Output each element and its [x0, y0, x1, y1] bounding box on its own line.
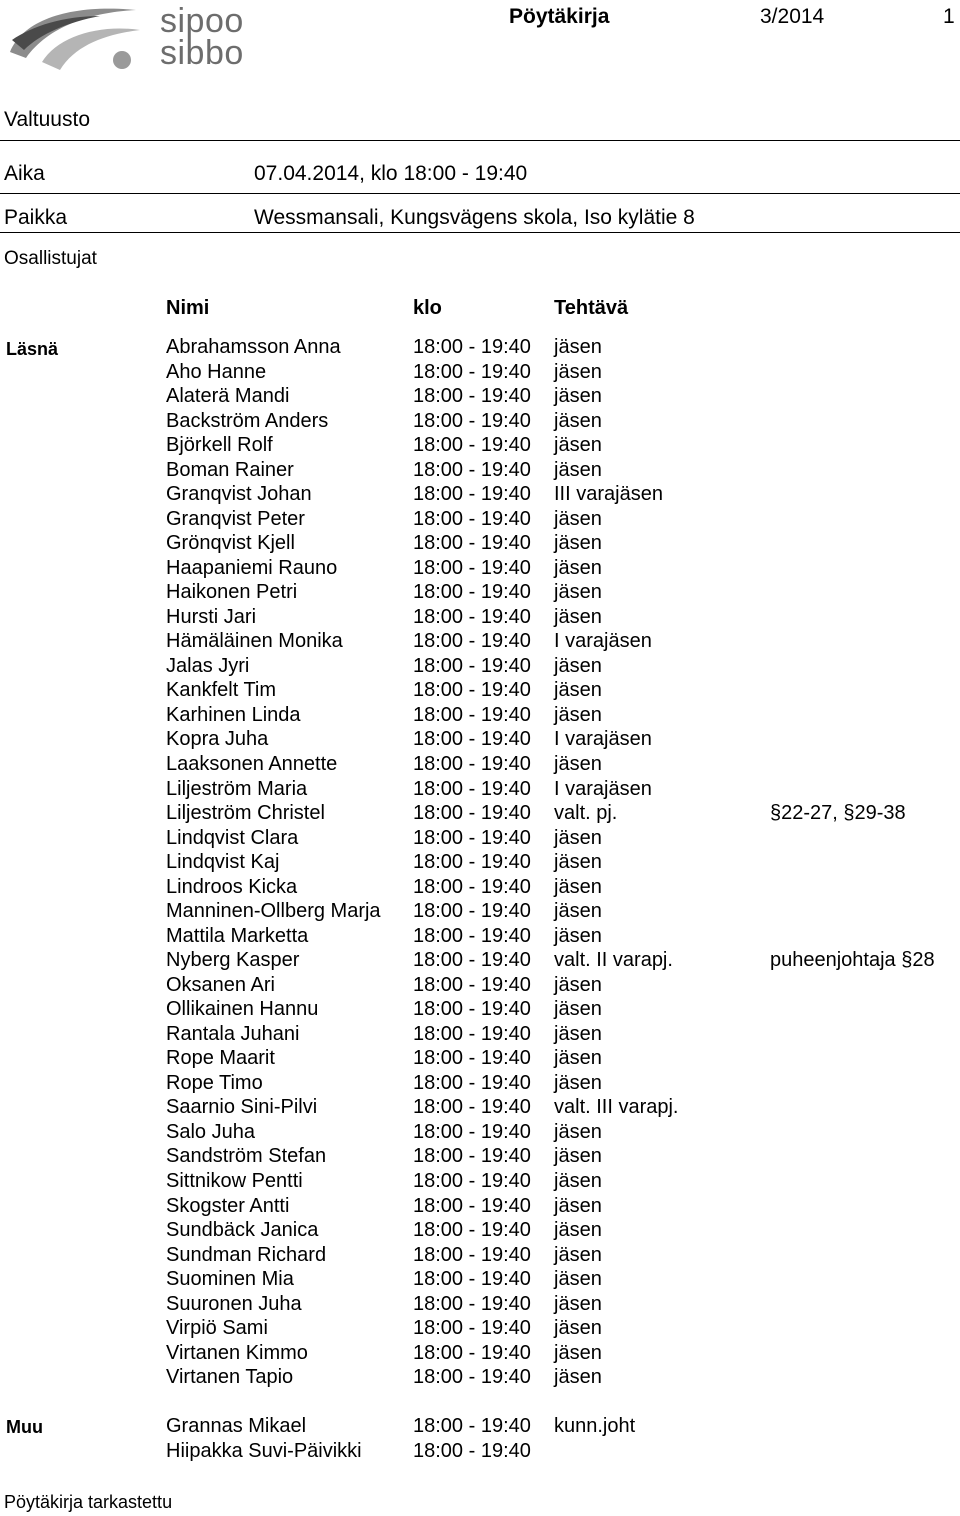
- aika-label: Aika: [4, 162, 45, 185]
- participant-row: [0, 948, 960, 972]
- participant-row: [0, 801, 960, 825]
- participant-row: [0, 924, 960, 948]
- participant-name: Virtanen Kimmo: [166, 1341, 308, 1364]
- participant-row: [0, 1120, 960, 1144]
- participant-row: [0, 1095, 960, 1119]
- aika-value: 07.04.2014, klo 18:00 - 19:40: [254, 162, 528, 185]
- participant-name: Ollikainen Hannu: [166, 998, 319, 1021]
- participant-name: Jalas Jyri: [166, 654, 250, 677]
- participant-time: 18:00 - 19:40: [413, 1170, 531, 1193]
- participant-time: 18:00 - 19:40: [413, 434, 531, 457]
- participant-row: [0, 1414, 960, 1438]
- participant-role: jäsen: [554, 753, 602, 775]
- participant-time: 18:00 - 19:40: [413, 1071, 531, 1094]
- participant-row: [0, 1365, 960, 1389]
- participant-role: I varajäsen: [554, 777, 652, 800]
- participant-name: Björkell Rolf: [166, 434, 273, 457]
- participant-row: [0, 875, 960, 899]
- participant-name: Liljeström Christel: [166, 802, 325, 825]
- participant-name: Laaksonen Annette: [166, 753, 338, 775]
- participant-name: Skogster Antti: [166, 1194, 290, 1217]
- participant-time: 18:00 - 19:40: [413, 360, 531, 383]
- column-header-role: Tehtävä: [554, 297, 629, 319]
- participant-name: Abrahamsson Anna: [166, 336, 341, 358]
- participant-role: jäsen: [554, 1243, 602, 1266]
- participant-row: [0, 1316, 960, 1340]
- participant-row: [0, 629, 960, 653]
- participant-time: 18:00 - 19:40: [413, 1268, 531, 1291]
- participant-role: jäsen: [554, 385, 602, 408]
- participant-role: jäsen: [554, 581, 602, 604]
- participant-row: [0, 605, 960, 629]
- participant-row: [0, 1341, 960, 1365]
- participant-role: jäsen: [554, 507, 602, 530]
- participant-name: Backström Anders: [166, 409, 329, 432]
- divider: [0, 232, 960, 233]
- participant-time: 18:00 - 19:40: [413, 728, 531, 751]
- participant-row: [0, 360, 960, 384]
- participant-time: 18:00 - 19:40: [413, 483, 531, 506]
- participant-row: [0, 727, 960, 751]
- participant-row: [0, 1267, 960, 1291]
- participant-time: 18:00 - 19:40: [413, 826, 531, 849]
- participant-time: 18:00 - 19:40: [413, 556, 531, 579]
- participant-time: 18:00 - 19:40: [413, 336, 531, 358]
- document-number: 3/2014: [760, 5, 825, 28]
- participant-name: Granqvist Peter: [166, 507, 305, 530]
- participant-time: 18:00 - 19:40: [413, 1439, 531, 1462]
- participant-name: Haikonen Petri: [166, 581, 298, 604]
- participant-name: Liljeström Maria: [166, 777, 308, 800]
- participant-name: Alaterä Mandi: [166, 385, 290, 408]
- participant-time: 18:00 - 19:40: [413, 1194, 531, 1217]
- participant-row: [0, 335, 960, 359]
- participant-role: jäsen: [554, 1341, 602, 1364]
- participant-role: I varajäsen: [554, 728, 652, 751]
- participant-name: Hiipakka Suvi-Päivikki: [166, 1439, 362, 1462]
- participant-time: 18:00 - 19:40: [413, 1292, 531, 1315]
- participant-row: [0, 678, 960, 702]
- participant-row: [0, 899, 960, 923]
- participant-role: jäsen: [554, 1219, 602, 1242]
- participant-name: Sittnikow Pentti: [166, 1170, 303, 1193]
- participant-role: III varajäsen: [554, 483, 663, 506]
- participant-name: Granqvist Johan: [166, 483, 312, 506]
- participant-row: [0, 1439, 960, 1463]
- participant-role: jäsen: [554, 679, 602, 702]
- logo-swoosh-icon: [4, 0, 144, 76]
- participant-name: Kopra Juha: [166, 728, 269, 751]
- participant-name: Grönqvist Kjell: [166, 532, 295, 555]
- participant-time: 18:00 - 19:40: [413, 924, 531, 947]
- participant-role: jäsen: [554, 1366, 602, 1389]
- participant-name: Hämäläinen Monika: [166, 630, 343, 653]
- participant-role: jäsen: [554, 336, 602, 358]
- participant-time: 18:00 - 19:40: [413, 875, 531, 898]
- participant-row: [0, 556, 960, 580]
- participant-time: 18:00 - 19:40: [413, 581, 531, 604]
- participant-time: 18:00 - 19:40: [413, 409, 531, 432]
- participant-row: [0, 507, 960, 531]
- participant-row: [0, 409, 960, 433]
- participant-time: 18:00 - 19:40: [413, 605, 531, 628]
- participant-role: jäsen: [554, 409, 602, 432]
- participant-role: jäsen: [554, 1194, 602, 1217]
- osallistujat-label: Osallistujat: [4, 248, 97, 269]
- participant-role: jäsen: [554, 654, 602, 677]
- participant-row: [0, 777, 960, 801]
- participant-name: Salo Juha: [166, 1120, 255, 1143]
- participant-role: jäsen: [554, 703, 602, 726]
- participant-name: Lindqvist Kaj: [166, 851, 280, 874]
- participant-note: §22-27, §29-38: [770, 802, 906, 825]
- participant-name: Aho Hanne: [166, 360, 267, 383]
- participant-role: kunn.joht: [554, 1415, 636, 1437]
- participant-role: jäsen: [554, 998, 602, 1021]
- participant-role: jäsen: [554, 1268, 602, 1291]
- participant-name: Oksanen Ari: [166, 973, 275, 996]
- participant-name: Sundman Richard: [166, 1243, 327, 1266]
- participant-time: 18:00 - 19:40: [413, 802, 531, 825]
- participant-time: 18:00 - 19:40: [413, 1096, 531, 1119]
- participant-time: 18:00 - 19:40: [413, 998, 531, 1021]
- participant-role: jäsen: [554, 851, 602, 874]
- participant-name: Sundbäck Janica: [166, 1219, 319, 1242]
- participant-name: Nyberg Kasper: [166, 949, 300, 972]
- participant-name: Lindroos Kicka: [166, 875, 298, 898]
- participant-role: valt. pj.: [554, 802, 618, 825]
- participant-role: jäsen: [554, 875, 602, 898]
- participant-note: puheenjohtaja §28: [770, 949, 935, 972]
- participant-row: [0, 1046, 960, 1070]
- participant-role: jäsen: [554, 434, 602, 457]
- participant-time: 18:00 - 19:40: [413, 949, 531, 972]
- participant-time: 18:00 - 19:40: [413, 1219, 531, 1242]
- participant-role: jäsen: [554, 973, 602, 996]
- participant-role: jäsen: [554, 1145, 602, 1168]
- participant-row: [0, 703, 960, 727]
- participant-row: [0, 826, 960, 850]
- participant-role: jäsen: [554, 1071, 602, 1094]
- logo-text-sibbo: sibbo: [160, 34, 244, 72]
- participant-time: 18:00 - 19:40: [413, 1415, 531, 1437]
- participant-name: Hursti Jari: [166, 605, 257, 628]
- participant-row: [0, 433, 960, 457]
- participant-row: [0, 1169, 960, 1193]
- column-header-time: klo: [413, 297, 442, 319]
- participant-role: valt. II varapj.: [554, 949, 673, 972]
- participant-time: 18:00 - 19:40: [413, 679, 531, 702]
- participant-time: 18:00 - 19:40: [413, 753, 531, 775]
- participant-row: [0, 482, 960, 506]
- participant-row: [0, 850, 960, 874]
- participant-role: valt. III varapj.: [554, 1096, 679, 1119]
- present-section-label: Läsnä: [6, 339, 59, 359]
- participant-row: [0, 1071, 960, 1095]
- participant-row: [0, 1292, 960, 1316]
- participant-role: jäsen: [554, 826, 602, 849]
- participant-name: Grannas Mikael: [166, 1415, 307, 1437]
- participant-row: [0, 752, 960, 776]
- participant-name: Kankfelt Tim: [166, 679, 277, 702]
- participant-time: 18:00 - 19:40: [413, 458, 531, 481]
- participant-role: jäsen: [554, 458, 602, 481]
- participant-name: Haapaniemi Rauno: [166, 556, 338, 579]
- participant-time: 18:00 - 19:40: [413, 1022, 531, 1045]
- participant-name: Manninen-Ollberg Marja: [166, 900, 381, 923]
- participant-time: 18:00 - 19:40: [413, 851, 531, 874]
- participant-time: 18:00 - 19:40: [413, 385, 531, 408]
- page-number: 1: [943, 5, 955, 28]
- paikka-value: Wessmansali, Kungsvägens skola, Iso kylätie 8: [254, 206, 695, 229]
- logo-text-sipoo: sipoo: [160, 2, 244, 40]
- participant-row: [0, 384, 960, 408]
- participant-time: 18:00 - 19:40: [413, 1120, 531, 1143]
- participant-time: 18:00 - 19:40: [413, 1366, 531, 1389]
- participant-role: jäsen: [554, 1170, 602, 1193]
- participant-name: Lindqvist Clara: [166, 826, 299, 849]
- divider: [0, 193, 960, 194]
- participant-time: 18:00 - 19:40: [413, 1243, 531, 1266]
- participant-row: [0, 458, 960, 482]
- document-type: Pöytäkirja: [509, 5, 610, 28]
- participant-name: Suominen Mia: [166, 1268, 294, 1291]
- participant-role: jäsen: [554, 1292, 602, 1315]
- participant-role: I varajäsen: [554, 630, 652, 653]
- participant-time: 18:00 - 19:40: [413, 1047, 531, 1070]
- participant-role: jäsen: [554, 1047, 602, 1070]
- participant-name: Rope Timo: [166, 1071, 263, 1094]
- participant-name: Virpiö Sami: [166, 1317, 268, 1340]
- participant-time: 18:00 - 19:40: [413, 777, 531, 800]
- participant-time: 18:00 - 19:40: [413, 1145, 531, 1168]
- footer-text: Pöytäkirja tarkastettu: [4, 1492, 173, 1512]
- participant-row: [0, 1022, 960, 1046]
- paikka-label: Paikka: [4, 206, 68, 229]
- other-section-label: Muu: [6, 1417, 43, 1437]
- participant-time: 18:00 - 19:40: [413, 507, 531, 530]
- participant-time: 18:00 - 19:40: [413, 654, 531, 677]
- participant-role: jäsen: [554, 532, 602, 555]
- participant-row: [0, 997, 960, 1021]
- participant-name: Mattila Marketta: [166, 924, 309, 947]
- participant-time: 18:00 - 19:40: [413, 532, 531, 555]
- column-header-name: Nimi: [166, 297, 210, 319]
- participant-name: Suuronen Juha: [166, 1292, 302, 1315]
- participant-name: Boman Rainer: [166, 458, 294, 481]
- participant-name: Saarnio Sini-Pilvi: [166, 1096, 318, 1119]
- participant-time: 18:00 - 19:40: [413, 973, 531, 996]
- participant-role: jäsen: [554, 924, 602, 947]
- participant-role: jäsen: [554, 360, 602, 383]
- participant-time: 18:00 - 19:40: [413, 1341, 531, 1364]
- participant-row: [0, 531, 960, 555]
- participant-row: [0, 1218, 960, 1242]
- body-name: Valtuusto: [4, 108, 90, 131]
- participant-time: 18:00 - 19:40: [413, 703, 531, 726]
- participant-role: jäsen: [554, 1022, 602, 1045]
- participant-row: [0, 973, 960, 997]
- divider: [0, 140, 960, 141]
- participant-role: jäsen: [554, 605, 602, 628]
- participant-role: jäsen: [554, 1317, 602, 1340]
- participant-row: [0, 1243, 960, 1267]
- participant-name: Sandström Stefan: [166, 1145, 327, 1168]
- participant-time: 18:00 - 19:40: [413, 630, 531, 653]
- participant-row: [0, 580, 960, 604]
- participant-role: jäsen: [554, 900, 602, 923]
- participant-name: Rantala Juhani: [166, 1022, 300, 1045]
- participant-time: 18:00 - 19:40: [413, 1317, 531, 1340]
- participant-row: [0, 1194, 960, 1218]
- participant-name: Rope Maarit: [166, 1047, 275, 1070]
- participant-role: jäsen: [554, 556, 602, 579]
- participant-name: Karhinen Linda: [166, 703, 301, 726]
- participant-row: [0, 654, 960, 678]
- participant-row: [0, 1144, 960, 1168]
- participant-role: jäsen: [554, 1120, 602, 1143]
- participant-name: Virtanen Tapio: [166, 1366, 294, 1389]
- participant-time: 18:00 - 19:40: [413, 900, 531, 923]
